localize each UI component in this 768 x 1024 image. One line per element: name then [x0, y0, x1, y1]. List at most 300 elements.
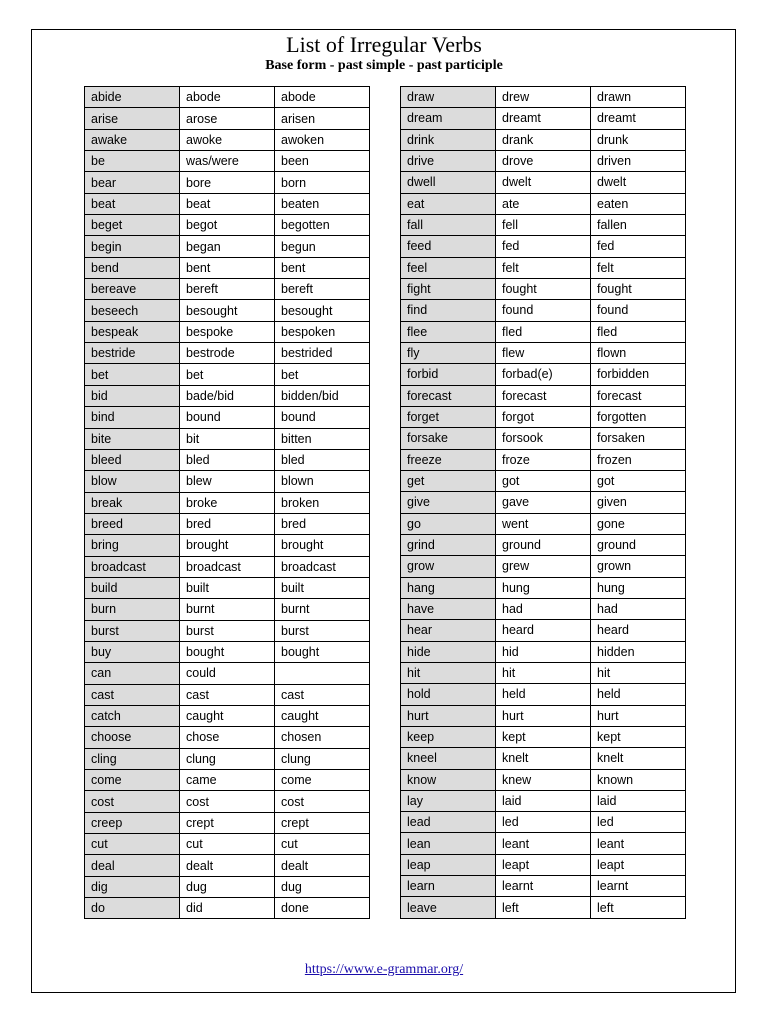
past-simple-cell: left — [496, 897, 591, 918]
page-subtitle: Base form - past simple - past participle — [265, 58, 503, 73]
past-simple-cell: held — [496, 684, 591, 705]
base-form-cell: bring — [85, 535, 180, 556]
verb-row — [85, 684, 370, 705]
past-simple-cell: bought — [180, 641, 275, 662]
past-participle-cell: awoken — [275, 129, 370, 150]
verb-table-left — [84, 86, 370, 919]
verb-row — [401, 257, 686, 278]
past-participle-cell: begun — [275, 236, 370, 257]
verb-row — [401, 662, 686, 683]
past-participle-cell: built — [275, 577, 370, 598]
base-form-cell: deal — [85, 855, 180, 876]
base-form-cell: leap — [401, 854, 496, 875]
base-form-cell: forget — [401, 406, 496, 427]
base-form-cell: burst — [85, 620, 180, 641]
verb-row — [401, 449, 686, 470]
past-participle-cell: been — [275, 151, 370, 172]
base-form-cell: awake — [85, 129, 180, 150]
past-simple-cell: cut — [180, 834, 275, 855]
verb-row — [85, 898, 370, 919]
base-form-cell: cost — [85, 791, 180, 812]
base-form-cell: dream — [401, 108, 496, 129]
base-form-cell: dig — [85, 876, 180, 897]
verb-row — [85, 855, 370, 876]
base-form-cell: bite — [85, 428, 180, 449]
base-form-cell: creep — [85, 812, 180, 833]
base-form-cell: hide — [401, 641, 496, 662]
base-form-cell: bear — [85, 172, 180, 193]
verb-row — [85, 535, 370, 556]
verb-row — [401, 492, 686, 513]
past-participle-cell: blown — [275, 471, 370, 492]
base-form-cell: burn — [85, 599, 180, 620]
past-participle-cell: bled — [275, 449, 370, 470]
past-simple-cell: bestrode — [180, 343, 275, 364]
base-form-cell: flee — [401, 321, 496, 342]
base-form-cell: forsake — [401, 428, 496, 449]
base-form-cell: catch — [85, 705, 180, 726]
past-participle-cell: arisen — [275, 108, 370, 129]
verb-row — [401, 620, 686, 641]
base-form-cell: forbid — [401, 364, 496, 385]
past-participle-cell: bespoken — [275, 321, 370, 342]
past-participle-cell: besought — [275, 300, 370, 321]
base-form-cell: hurt — [401, 705, 496, 726]
past-participle-cell: fallen — [591, 214, 686, 235]
base-form-cell: lay — [401, 790, 496, 811]
past-simple-cell: flew — [496, 342, 591, 363]
base-form-cell: break — [85, 492, 180, 513]
verb-row — [85, 620, 370, 641]
past-simple-cell: knelt — [496, 748, 591, 769]
past-participle-cell: caught — [275, 705, 370, 726]
past-simple-cell: fell — [496, 214, 591, 235]
base-form-cell: abide — [85, 87, 180, 108]
past-participle-cell: drawn — [591, 87, 686, 108]
past-simple-cell: bred — [180, 513, 275, 534]
verb-row — [401, 108, 686, 129]
past-simple-cell: bade/bid — [180, 385, 275, 406]
footer-link[interactable]: https://www.e-grammar.org/ — [304, 962, 464, 977]
verb-row — [85, 87, 370, 108]
past-participle-cell: frozen — [591, 449, 686, 470]
verb-row — [85, 407, 370, 428]
base-form-cell: forecast — [401, 385, 496, 406]
base-form-cell: grind — [401, 534, 496, 555]
past-simple-cell: fed — [496, 236, 591, 257]
past-participle-cell: heard — [591, 620, 686, 641]
base-form-cell: freeze — [401, 449, 496, 470]
past-simple-cell: blew — [180, 471, 275, 492]
past-simple-cell: hid — [496, 641, 591, 662]
verb-row — [85, 812, 370, 833]
base-form-cell: drink — [401, 129, 496, 150]
base-form-cell: eat — [401, 193, 496, 214]
past-participle-cell: broadcast — [275, 556, 370, 577]
base-form-cell: bereave — [85, 279, 180, 300]
base-form-cell: breed — [85, 513, 180, 534]
past-participle-cell: got — [591, 470, 686, 491]
past-participle-cell: abode — [275, 87, 370, 108]
verb-row — [401, 300, 686, 321]
base-form-cell: cut — [85, 834, 180, 855]
verb-row — [85, 834, 370, 855]
past-simple-cell: kept — [496, 726, 591, 747]
past-simple-cell: fled — [496, 321, 591, 342]
verb-row — [401, 897, 686, 918]
verb-row — [401, 214, 686, 235]
verb-row — [401, 321, 686, 342]
past-participle-cell: leant — [591, 833, 686, 854]
past-participle-cell: cast — [275, 684, 370, 705]
verb-row — [401, 236, 686, 257]
past-simple-cell: bespoke — [180, 321, 275, 342]
past-simple-cell: got — [496, 470, 591, 491]
past-simple-cell: broke — [180, 492, 275, 513]
past-participle-cell: grown — [591, 556, 686, 577]
base-form-cell: bend — [85, 257, 180, 278]
past-simple-cell: drew — [496, 87, 591, 108]
past-simple-cell: felt — [496, 257, 591, 278]
past-participle-cell: felt — [591, 257, 686, 278]
past-simple-cell: bled — [180, 449, 275, 470]
base-form-cell: bet — [85, 364, 180, 385]
base-form-cell: buy — [85, 641, 180, 662]
past-participle-cell: hurt — [591, 705, 686, 726]
past-simple-cell: leant — [496, 833, 591, 854]
base-form-cell: arise — [85, 108, 180, 129]
verb-row — [401, 513, 686, 534]
verb-row — [401, 598, 686, 619]
base-form-cell: bind — [85, 407, 180, 428]
past-participle-cell: chosen — [275, 727, 370, 748]
verb-row — [401, 854, 686, 875]
verb-row — [401, 172, 686, 193]
page-title: List of Irregular Verbs — [286, 32, 482, 57]
verb-row — [401, 577, 686, 598]
past-participle-cell: bound — [275, 407, 370, 428]
verb-row — [85, 876, 370, 897]
past-simple-cell: learnt — [496, 876, 591, 897]
base-form-cell: lead — [401, 812, 496, 833]
verb-row — [401, 87, 686, 108]
past-simple-cell: bit — [180, 428, 275, 449]
past-simple-cell: forsook — [496, 428, 591, 449]
past-participle-cell: brought — [275, 535, 370, 556]
past-simple-cell: awoke — [180, 129, 275, 150]
past-participle-cell: left — [591, 897, 686, 918]
verb-row — [401, 406, 686, 427]
verb-row — [85, 727, 370, 748]
verb-row — [85, 663, 370, 684]
past-simple-cell: caught — [180, 705, 275, 726]
base-form-cell: learn — [401, 876, 496, 897]
past-simple-cell: chose — [180, 727, 275, 748]
base-form-cell: beat — [85, 193, 180, 214]
past-simple-cell: came — [180, 770, 275, 791]
past-participle-cell: bred — [275, 513, 370, 534]
past-simple-cell: led — [496, 812, 591, 833]
past-simple-cell: could — [180, 663, 275, 684]
past-participle-cell: dwelt — [591, 172, 686, 193]
past-participle-cell: bitten — [275, 428, 370, 449]
base-form-cell: leave — [401, 897, 496, 918]
verb-row — [85, 193, 370, 214]
past-participle-cell: bidden/bid — [275, 385, 370, 406]
verb-row — [401, 833, 686, 854]
verb-row — [85, 215, 370, 236]
past-simple-cell: bereft — [180, 279, 275, 300]
base-form-cell: bleed — [85, 449, 180, 470]
base-form-cell: get — [401, 470, 496, 491]
past-simple-cell: brought — [180, 535, 275, 556]
past-simple-cell: fought — [496, 278, 591, 299]
base-form-cell: grow — [401, 556, 496, 577]
past-simple-cell: went — [496, 513, 591, 534]
past-participle-cell: led — [591, 812, 686, 833]
past-simple-cell: leapt — [496, 854, 591, 875]
verb-row — [401, 129, 686, 150]
base-form-cell: hang — [401, 577, 496, 598]
past-simple-cell: bound — [180, 407, 275, 428]
base-form-cell: lean — [401, 833, 496, 854]
past-participle-cell: fled — [591, 321, 686, 342]
verb-row — [85, 556, 370, 577]
past-participle-cell: done — [275, 898, 370, 919]
past-simple-cell: dug — [180, 876, 275, 897]
past-participle-cell: dealt — [275, 855, 370, 876]
past-simple-cell: ground — [496, 534, 591, 555]
base-form-cell: keep — [401, 726, 496, 747]
past-participle-cell: forsaken — [591, 428, 686, 449]
past-participle-cell: found — [591, 300, 686, 321]
verb-row — [85, 577, 370, 598]
past-simple-cell: bent — [180, 257, 275, 278]
base-form-cell: build — [85, 577, 180, 598]
past-simple-cell: besought — [180, 300, 275, 321]
verb-row — [85, 108, 370, 129]
verb-row — [85, 770, 370, 791]
verb-row — [85, 428, 370, 449]
past-participle-cell: fed — [591, 236, 686, 257]
verb-row — [401, 812, 686, 833]
base-form-cell: fly — [401, 342, 496, 363]
past-participle-cell: knelt — [591, 748, 686, 769]
past-participle-cell: fought — [591, 278, 686, 299]
base-form-cell: broadcast — [85, 556, 180, 577]
verb-row — [85, 471, 370, 492]
base-form-cell: beget — [85, 215, 180, 236]
past-participle-cell: clung — [275, 748, 370, 769]
past-simple-cell: burst — [180, 620, 275, 641]
verb-row — [401, 364, 686, 385]
base-form-cell: have — [401, 598, 496, 619]
past-participle-cell: known — [591, 769, 686, 790]
past-simple-cell: bet — [180, 364, 275, 385]
base-form-cell: fight — [401, 278, 496, 299]
past-simple-cell: was/were — [180, 151, 275, 172]
verb-row — [85, 513, 370, 534]
base-form-cell: cast — [85, 684, 180, 705]
base-form-cell: bestride — [85, 343, 180, 364]
base-form-cell: be — [85, 151, 180, 172]
base-form-cell: choose — [85, 727, 180, 748]
past-participle-cell: eaten — [591, 193, 686, 214]
past-simple-cell: cost — [180, 791, 275, 812]
base-form-cell: hit — [401, 662, 496, 683]
verb-row — [401, 726, 686, 747]
past-participle-cell: gone — [591, 513, 686, 534]
past-simple-cell: hit — [496, 662, 591, 683]
verb-row — [85, 172, 370, 193]
base-form-cell: drive — [401, 150, 496, 171]
verb-row — [401, 705, 686, 726]
past-simple-cell: clung — [180, 748, 275, 769]
past-participle-cell: burst — [275, 620, 370, 641]
past-participle-cell: hung — [591, 577, 686, 598]
base-form-cell: draw — [401, 87, 496, 108]
base-form-cell: feed — [401, 236, 496, 257]
past-simple-cell: knew — [496, 769, 591, 790]
past-simple-cell: begot — [180, 215, 275, 236]
past-participle-cell: bet — [275, 364, 370, 385]
past-simple-cell: crept — [180, 812, 275, 833]
verb-row — [85, 129, 370, 150]
base-form-cell: can — [85, 663, 180, 684]
past-simple-cell: hurt — [496, 705, 591, 726]
past-participle-cell: beaten — [275, 193, 370, 214]
past-participle-cell: held — [591, 684, 686, 705]
base-form-cell: bid — [85, 385, 180, 406]
verb-row — [85, 364, 370, 385]
past-participle-cell: begotten — [275, 215, 370, 236]
past-participle-cell: ground — [591, 534, 686, 555]
verb-row — [85, 385, 370, 406]
base-form-cell: hear — [401, 620, 496, 641]
past-simple-cell: drove — [496, 150, 591, 171]
base-form-cell: give — [401, 492, 496, 513]
past-participle-cell: born — [275, 172, 370, 193]
verb-row — [85, 279, 370, 300]
past-participle-cell: forbidden — [591, 364, 686, 385]
base-form-cell: dwell — [401, 172, 496, 193]
base-form-cell: cling — [85, 748, 180, 769]
verb-row — [401, 278, 686, 299]
base-form-cell: know — [401, 769, 496, 790]
verb-row — [85, 748, 370, 769]
past-simple-cell: dealt — [180, 855, 275, 876]
past-simple-cell: did — [180, 898, 275, 919]
past-participle-cell: drunk — [591, 129, 686, 150]
past-simple-cell: laid — [496, 790, 591, 811]
verb-row — [85, 599, 370, 620]
verb-row — [401, 876, 686, 897]
past-simple-cell: drank — [496, 129, 591, 150]
base-form-cell: bespeak — [85, 321, 180, 342]
past-simple-cell: began — [180, 236, 275, 257]
past-simple-cell: found — [496, 300, 591, 321]
past-participle-cell: bereft — [275, 279, 370, 300]
past-simple-cell: ate — [496, 193, 591, 214]
base-form-cell: feel — [401, 257, 496, 278]
verb-row — [401, 790, 686, 811]
past-participle-cell: hit — [591, 662, 686, 683]
past-simple-cell: dreamt — [496, 108, 591, 129]
past-participle-cell: driven — [591, 150, 686, 171]
past-simple-cell: heard — [496, 620, 591, 641]
past-participle-cell: laid — [591, 790, 686, 811]
base-form-cell: do — [85, 898, 180, 919]
past-participle-cell: forecast — [591, 385, 686, 406]
past-participle-cell: bestrided — [275, 343, 370, 364]
base-form-cell: fall — [401, 214, 496, 235]
verb-row — [85, 449, 370, 470]
past-participle-cell: bought — [275, 641, 370, 662]
base-form-cell: go — [401, 513, 496, 534]
base-form-cell: beseech — [85, 300, 180, 321]
past-participle-cell: dreamt — [591, 108, 686, 129]
base-form-cell: come — [85, 770, 180, 791]
verb-row — [401, 748, 686, 769]
past-simple-cell: had — [496, 598, 591, 619]
verb-row — [85, 236, 370, 257]
past-simple-cell: froze — [496, 449, 591, 470]
verb-row — [85, 791, 370, 812]
past-participle-cell: bent — [275, 257, 370, 278]
verb-row — [85, 492, 370, 513]
past-participle-cell: broken — [275, 492, 370, 513]
past-participle-cell: leapt — [591, 854, 686, 875]
verb-row — [401, 428, 686, 449]
base-form-cell: begin — [85, 236, 180, 257]
base-form-cell: kneel — [401, 748, 496, 769]
verb-row — [85, 705, 370, 726]
verb-row — [401, 470, 686, 491]
verb-row — [85, 641, 370, 662]
past-participle-cell: kept — [591, 726, 686, 747]
base-form-cell: blow — [85, 471, 180, 492]
verb-row — [85, 257, 370, 278]
past-simple-cell: burnt — [180, 599, 275, 620]
past-participle-cell: dug — [275, 876, 370, 897]
past-simple-cell: grew — [496, 556, 591, 577]
verb-row — [401, 556, 686, 577]
past-participle-cell: forgotten — [591, 406, 686, 427]
past-simple-cell: gave — [496, 492, 591, 513]
past-simple-cell: forgot — [496, 406, 591, 427]
past-participle-cell: cut — [275, 834, 370, 855]
past-participle-cell: come — [275, 770, 370, 791]
verb-row — [85, 321, 370, 342]
past-participle-cell — [275, 663, 370, 684]
past-simple-cell: cast — [180, 684, 275, 705]
verb-row — [401, 534, 686, 555]
past-simple-cell: arose — [180, 108, 275, 129]
verb-row — [401, 193, 686, 214]
past-simple-cell: beat — [180, 193, 275, 214]
past-simple-cell: dwelt — [496, 172, 591, 193]
past-simple-cell: abode — [180, 87, 275, 108]
verb-row — [85, 343, 370, 364]
verb-row — [85, 300, 370, 321]
verb-row — [401, 150, 686, 171]
past-participle-cell: given — [591, 492, 686, 513]
past-participle-cell: had — [591, 598, 686, 619]
past-participle-cell: burnt — [275, 599, 370, 620]
verb-row — [401, 684, 686, 705]
past-simple-cell: broadcast — [180, 556, 275, 577]
past-simple-cell: hung — [496, 577, 591, 598]
